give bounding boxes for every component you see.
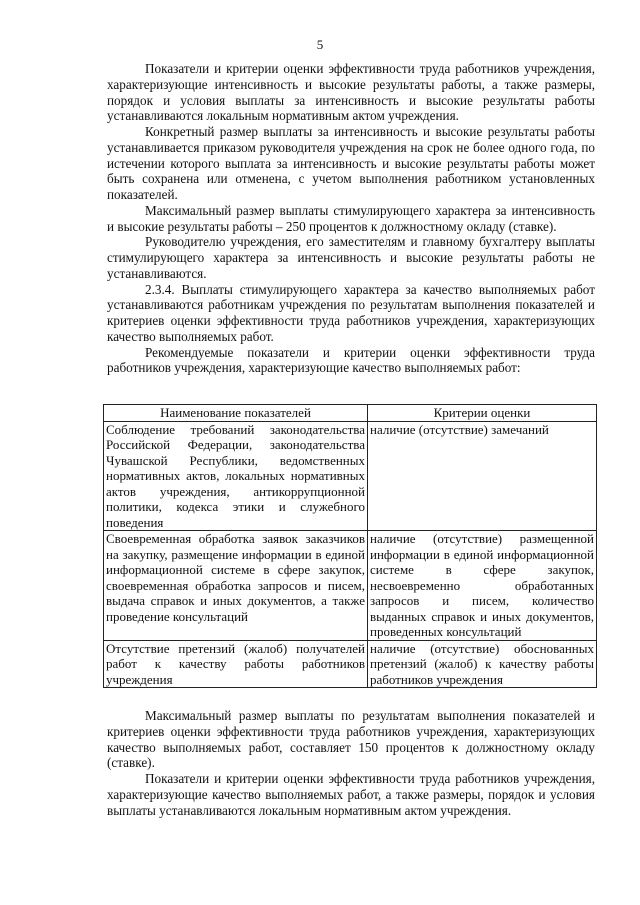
paragraph-payment-size: Конкретный размер выплаты за интенсивность и высокие результаты работы устанавливается приказом руководителя учреждения на срок не более одного года, по истечении которого выплата за интенсивность и высокие результаты работы может быть сохранена или отменена, с учетом выполнения работником установленных показателей. xyxy=(107,124,595,202)
paragraph-recommended-indicators: Рекомендуемые показатели и критерии оценки эффективности труда работников учреждения, характеризующие качество выполняемых работ: xyxy=(107,344,595,376)
header-criteria: Критерии оценки xyxy=(368,405,597,422)
table-row xyxy=(104,640,597,688)
header-indicator-name: Наименование показателей xyxy=(104,405,368,422)
paragraph-quality-criteria-act: Показатели и критерии оценки эффективности труда работников учреждения, характеризующие качество выполняемых работ, а также размеры, порядок и условия выплаты устанавливаются локальным нормативным актом учреждения. xyxy=(107,771,595,818)
criterion-cell: наличие (отсутствие) замечаний xyxy=(368,421,597,531)
table-row xyxy=(104,421,597,531)
page-number: 5 xyxy=(316,37,324,52)
indicator-cell: Своевременная обработка заявок заказчиков на закупку, размещение информации в единой информационной системе в сфере закупок, своевременная обработка запросов и писем, выдача справок и иных документов, а также проведение консультаций xyxy=(104,531,368,641)
indicators-table xyxy=(103,404,597,688)
table-header-row xyxy=(104,405,597,422)
table-row xyxy=(104,531,597,641)
paragraph-max-payment-intensity: Максимальный размер выплаты стимулирующего характера за интенсивность и высокие результаты работы – 250 процентов к должностному окладу (ставке). xyxy=(107,202,595,234)
paragraph-section-2-3-4: 2.3.4. Выплаты стимулирующего характера за качество выполняемых работ устанавливаются работникам учреждения по результатам выполнения показателей и критериев оценки эффективности труда работников учреждения, характеризующих качество выполняемых работ. xyxy=(107,281,595,344)
body-text-after-table xyxy=(107,708,595,818)
criterion-cell: наличие (отсутствие) размещенной информации в единой информационной системе в сфере закупок, несвоевременно обработанных запросов и писем, количество выданных справок и иных документов, проведенных консультаций xyxy=(368,531,597,641)
indicator-cell: Отсутствие претензий (жалоб) получателей работ к качеству работы работников учреждения xyxy=(104,640,368,688)
indicator-cell: Соблюдение требований законодательства Российской Федерации, законодательства Чувашской Республики, ведомственных нормативных актов, локальных нормативных актов учреждения, антикоррупционной политики, кодекса этики и служебного поведения xyxy=(104,421,368,531)
criterion-cell: наличие (отсутствие) обоснованных претензий (жалоб) к качеству работы работников учреждения xyxy=(368,640,597,688)
body-text-before-table xyxy=(107,61,595,376)
paragraph-management-exclusion: Руководителю учреждения, его заместителям и главному бухгалтеру выплаты стимулирующего характера за интенсивность и высокие результаты работы не устанавливаются. xyxy=(107,234,595,281)
paragraph-max-payment-quality: Максимальный размер выплаты по результатам выполнения показателей и критериев оценки эффективности труда работников учреждения, характеризующих качество выполняемых работ, составляет 150 процентов к должностному окладу (ставке). xyxy=(107,708,595,771)
paragraph-criteria-intensity: Показатели и критерии оценки эффективности труда работников учреждения, характеризующие интенсивность и высокие результаты работы, а также размеры, порядок и условия выплаты за интенсивность и высокие результаты работы устанавливаются локальным нормативным актом учреждения. xyxy=(107,61,595,124)
